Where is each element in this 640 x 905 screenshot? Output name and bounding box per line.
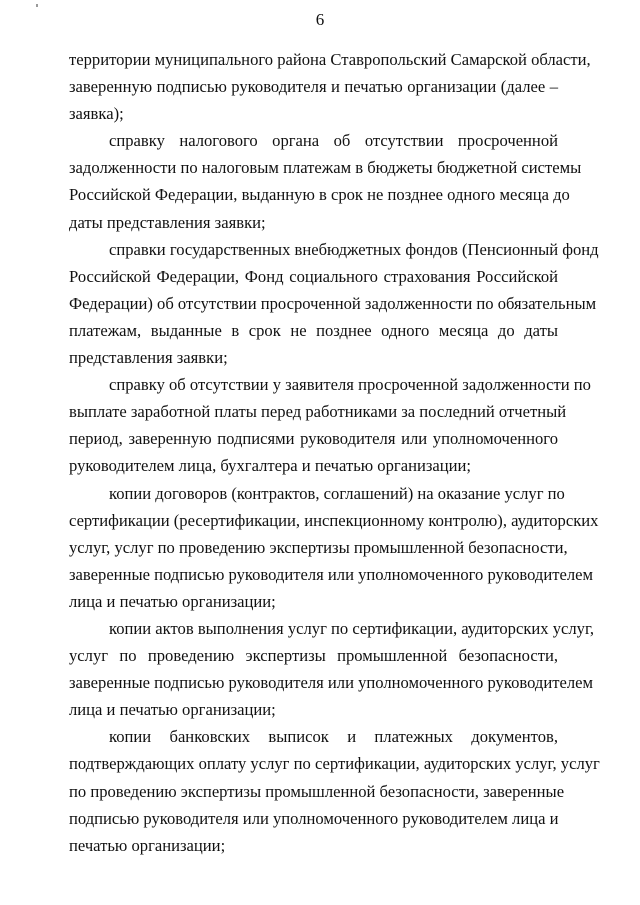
text-line: период, заверенную подписями руководителя или уполномоченного: [69, 429, 558, 449]
text-line: Российской Федерации, Фонд социального страхования Российской: [69, 266, 558, 286]
text-line: представления заявки;: [69, 348, 228, 368]
text-line: выплате заработной платы перед работниками за последний отчетный: [69, 402, 567, 422]
text-line: платежам, выданные в срок не позднее одного месяца до даты: [69, 320, 558, 340]
page-number: 6: [315, 10, 325, 29]
paragraph-contract-copies: [69, 480, 599, 615]
text-line: Российской Федерации, выданную в срок не позднее одного месяца до: [69, 185, 570, 205]
text-line: справку об отсутствии у заявителя просроченной задолженности по: [109, 375, 591, 395]
document-body: [69, 46, 600, 859]
text-line: лица и печатью организации;: [69, 700, 276, 720]
text-line: руководителем лица, бухгалтера и печатью организации;: [69, 456, 472, 476]
text-line: задолженности по налоговым платежам в бюджеты бюджетной системы: [69, 158, 582, 178]
text-line: подтверждающих оплату услуг по сертификации, аудиторских услуг, услуг: [69, 754, 600, 774]
text-line: территории муниципального района Ставропольский Самарской области,: [69, 50, 591, 69]
text-line: заверенную подписью руководителя и печатью организации (далее –: [69, 77, 558, 97]
paragraph-tax-certificate: [69, 127, 582, 235]
text-line: заверенные подписью руководителя или уполномоченного руководителем: [69, 673, 593, 693]
paragraph-salary-arrears: [69, 371, 591, 479]
paragraph-extrabudgetary-funds: [69, 236, 599, 371]
text-line: заявка);: [69, 104, 124, 124]
paragraph-bank-statements: [69, 723, 600, 858]
text-line: по проведению экспертизы промышленной безопасности, заверенные: [69, 781, 565, 801]
text-line: справку налогового органа об отсутствии просроченной: [109, 131, 558, 151]
text-line: услуг, услуг по проведению экспертизы промышленной безопасности,: [69, 537, 568, 557]
text-line: лица и печатью организации;: [69, 591, 276, 611]
text-line: Федерации) об отсутствии просроченной задолженности по обязательным: [69, 293, 597, 313]
text-line: справки государственных внебюджетных фондов (Пенсионный фонд: [109, 239, 599, 259]
text-line: услуг по проведению экспертизы промышленной безопасности,: [69, 646, 558, 666]
paragraph-application: [69, 46, 591, 127]
text-line: подписью руководителя или уполномоченного руководителем лица и: [69, 808, 559, 828]
text-line: копии актов выполнения услуг по сертификации, аудиторских услуг,: [109, 618, 595, 638]
text-line: копии банковских выписок и платежных документов,: [109, 727, 558, 747]
text-line: даты представления заявки;: [69, 212, 266, 232]
text-line: копии договоров (контрактов, соглашений) на оказание услуг по: [109, 483, 565, 503]
text-line: заверенные подписью руководителя или уполномоченного руководителем: [69, 564, 593, 584]
paragraph-acts-copies: [69, 615, 595, 723]
text-line: сертификации (ресертификации, инспекционному контролю), аудиторских: [69, 510, 599, 530]
text-line: печатью организации;: [69, 835, 226, 855]
scan-artifact-mark: [36, 4, 38, 7]
